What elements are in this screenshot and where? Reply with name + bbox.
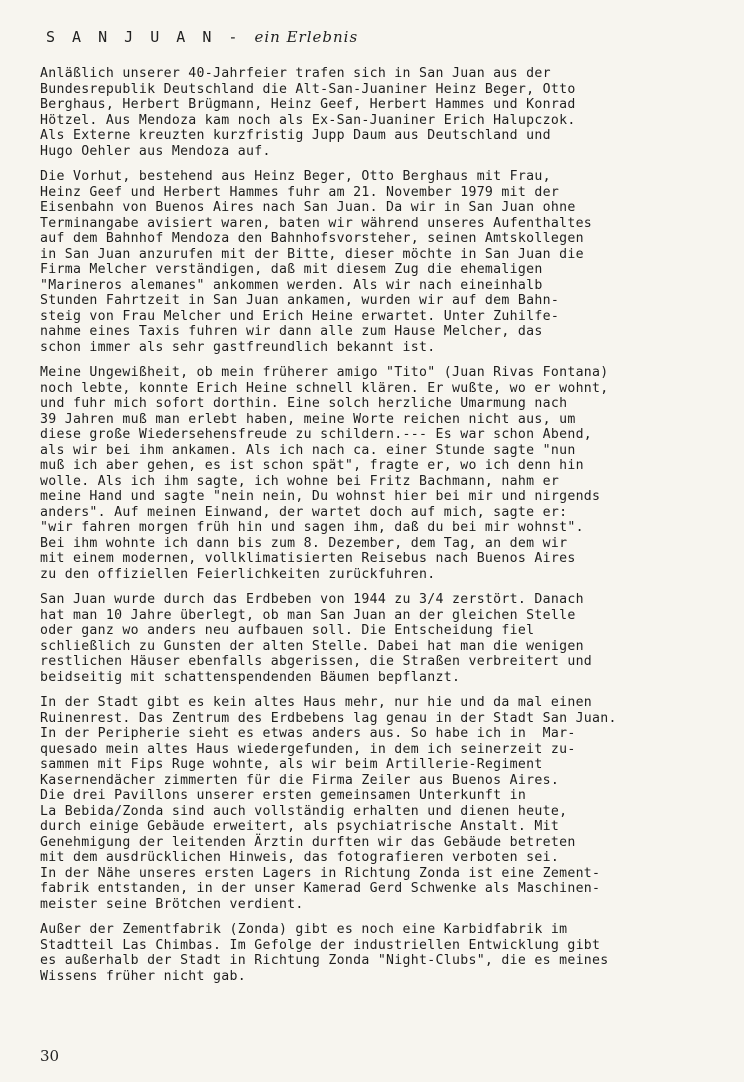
body-text [40, 66, 730, 994]
text-line: In der Peripherie sieht es etwas anders aus. So habe ich in Mar- [40, 726, 576, 741]
text-line: und fuhr mich sofort dorthin. Eine solch herzliche Umarmung nach [40, 396, 568, 411]
text-line: restlichen Häuser ebenfalls abgerissen, die Straßen verbreitert und [40, 654, 593, 669]
text-line: San Juan wurde durch das Erdbeben von 1944 zu 3/4 zerstört. Danach [40, 592, 584, 607]
text-line: diese große Wiedersehensfreude zu schildern.--- Es war schon Abend, [40, 427, 593, 442]
text-line: Berghaus, Herbert Brügmann, Heinz Geef, Herbert Hammes und Konrad [40, 97, 576, 112]
text-line: Außer der Zementfabrik (Zonda) gibt es noch eine Karbidfabrik im [40, 922, 568, 937]
text-line: als wir bei ihm ankamen. Als ich nach ca. einer Stunde sagte "nun [40, 442, 576, 458]
text-line: Wissens früher nicht gab. [40, 968, 246, 984]
text-line: Anläßlich unserer 40-Jahrfeier trafen sich in San Juan aus der [40, 66, 551, 81]
text-line: meine Hand und sagte "nein nein, Du wohnst hier bei mir und nirgends [40, 489, 601, 504]
paragraph-2 [40, 169, 730, 355]
text-line: noch lebte, konnte Erich Heine schnell klären. Er wußte, wo er wohnt, [40, 380, 609, 396]
heading-title: S A N J U A N - [46, 28, 242, 46]
text-line: meister seine Brötchen verdient. [40, 896, 304, 912]
text-line: schließlich zu Gunsten der alten Stelle. Dabei hat man die wenigen [40, 638, 584, 654]
text-line: quesado mein altes Haus wiedergefunden, in dem ich seinerzeit zu- [40, 741, 576, 757]
text-line: 39 Jahren muß man erlebt haben, meine Worte reichen nicht aus, um [40, 411, 576, 427]
text-line: In der Nähe unseres ersten Lagers in Richtung Zonda ist eine Zement- [40, 865, 601, 881]
text-line: anders". Auf meinen Einwand, der wartet doch auf mich, sagte er: [40, 504, 568, 520]
text-line: Die drei Pavillons unserer ersten gemeinsamen Unterkunft in [40, 788, 527, 803]
text-line: zu den offiziellen Feierlichkeiten zurückfuhren. [40, 566, 436, 582]
text-line: Stunden Fahrtzeit in San Juan ankamen, wurden wir auf dem Bahn- [40, 293, 560, 308]
text-line: Stadtteil Las Chimbas. Im Gefolge der industriellen Entwicklung gibt [40, 937, 601, 953]
text-line: Hötzel. Aus Mendoza kam noch als Ex-San-Juaniner Erich Halupczok. [40, 112, 576, 128]
text-line: mit dem ausdrücklichen Hinweis, das fotografieren verboten sei. [40, 850, 560, 865]
text-line: auf dem Bahnhof Mendoza den Bahnhofsvorsteher, seinen Amtskollegen [40, 231, 584, 246]
text-line: Ruinenrest. Das Zentrum des Erdbebens lag genau in der Stadt San Juan. [40, 710, 617, 726]
text-line: fabrik entstanden, in der unser Kamerad Gerd Schwenke als Maschinen- [40, 881, 601, 896]
text-line: Meine Ungewißheit, ob mein früherer amigo "Tito" (Juan Rivas Fontana) [40, 365, 609, 380]
text-line: Genehmigung der leitenden Ärztin durften wir das Gebäude betreten [40, 834, 576, 850]
text-line: beidseitig mit schattenspendenden Bäumen bepflanzt. [40, 669, 461, 685]
text-line: Kasernendächer zimmerten für die Firma Zeiler aus Buenos Aires. [40, 772, 560, 788]
text-line: Hugo Oehler aus Mendoza auf. [40, 143, 271, 159]
text-line: durch einige Gebäude erweitert, als psychiatrische Anstalt. Mit [40, 819, 560, 834]
text-line: "wir fahren morgen früh hin und sagen ihm, daß du bei mir wohnst". [40, 520, 584, 535]
text-line: Terminangabe avisiert waren, baten wir während unseres Aufenthaltes [40, 215, 593, 231]
text-line: wolle. Als ich ihm sagte, ich wohne bei Fritz Bachmann, nahm er [40, 473, 560, 489]
page-number: 30 [40, 1047, 60, 1065]
text-line: Bei ihm wohnte ich dann bis zum 8. Dezember, dem Tag, an dem wir [40, 535, 568, 551]
paragraph-1 [40, 66, 730, 159]
paragraph-5 [40, 695, 730, 912]
text-line: oder ganz wo anders neu aufbauen soll. Die Entscheidung fiel [40, 623, 535, 638]
text-line: Eisenbahn von Buenos Aires nach San Juan. Da wir in San Juan ohne [40, 200, 576, 215]
text-line: "Marineros alemanes" ankommen werden. Als wir nach eineinhalb [40, 277, 543, 293]
text-line: Die Vorhut, bestehend aus Heinz Beger, Otto Berghaus mit Frau, [40, 169, 551, 184]
paragraph-3 [40, 365, 730, 582]
text-line: Bundesrepublik Deutschland die Alt-San-Juaniner Heinz Beger, Otto [40, 81, 576, 97]
text-line: hat man 10 Jahre überlegt, ob man San Juan an der gleichen Stelle [40, 607, 576, 623]
paragraph-6 [40, 922, 730, 984]
page-heading [46, 28, 358, 46]
text-line: in San Juan anzurufen mit der Bitte, dieser möchte in San Juan die [40, 246, 584, 262]
text-line: In der Stadt gibt es kein altes Haus mehr, nur hie und da mal einen [40, 695, 593, 710]
text-line: La Bebida/Zonda sind auch vollständig erhalten und dienen heute, [40, 803, 568, 819]
text-line: mit einem modernen, vollklimatisierten Reisebus nach Buenos Aires [40, 551, 576, 566]
paragraph-4 [40, 592, 730, 685]
text-line: schon immer als sehr gastfreundlich bekannt ist. [40, 339, 436, 355]
text-line: muß ich aber gehen, es ist schon spät", fragte er, wo ich denn hin [40, 458, 584, 473]
text-line: Als Externe kreuzten kurzfristig Jupp Daum aus Deutschland und [40, 128, 551, 143]
text-line: steig von Frau Melcher und Erich Heine erwartet. Unter Zuhilfe- [40, 308, 560, 324]
text-line: sammen mit Fips Ruge wohnte, als wir beim Artillerie-Regiment [40, 757, 543, 772]
text-line: es außerhalb der Stadt in Richtung Zonda "Night-Clubs", die es meines [40, 953, 609, 968]
text-line: nahme eines Taxis fuhren wir dann alle zum Hause Melcher, das [40, 324, 543, 339]
heading-subtitle: ein Erlebnis [254, 28, 359, 46]
text-line: Firma Melcher verständigen, daß mit diesem Zug die ehemaligen [40, 262, 543, 277]
text-line: Heinz Geef und Herbert Hammes fuhr am 21. November 1979 mit der [40, 184, 560, 200]
